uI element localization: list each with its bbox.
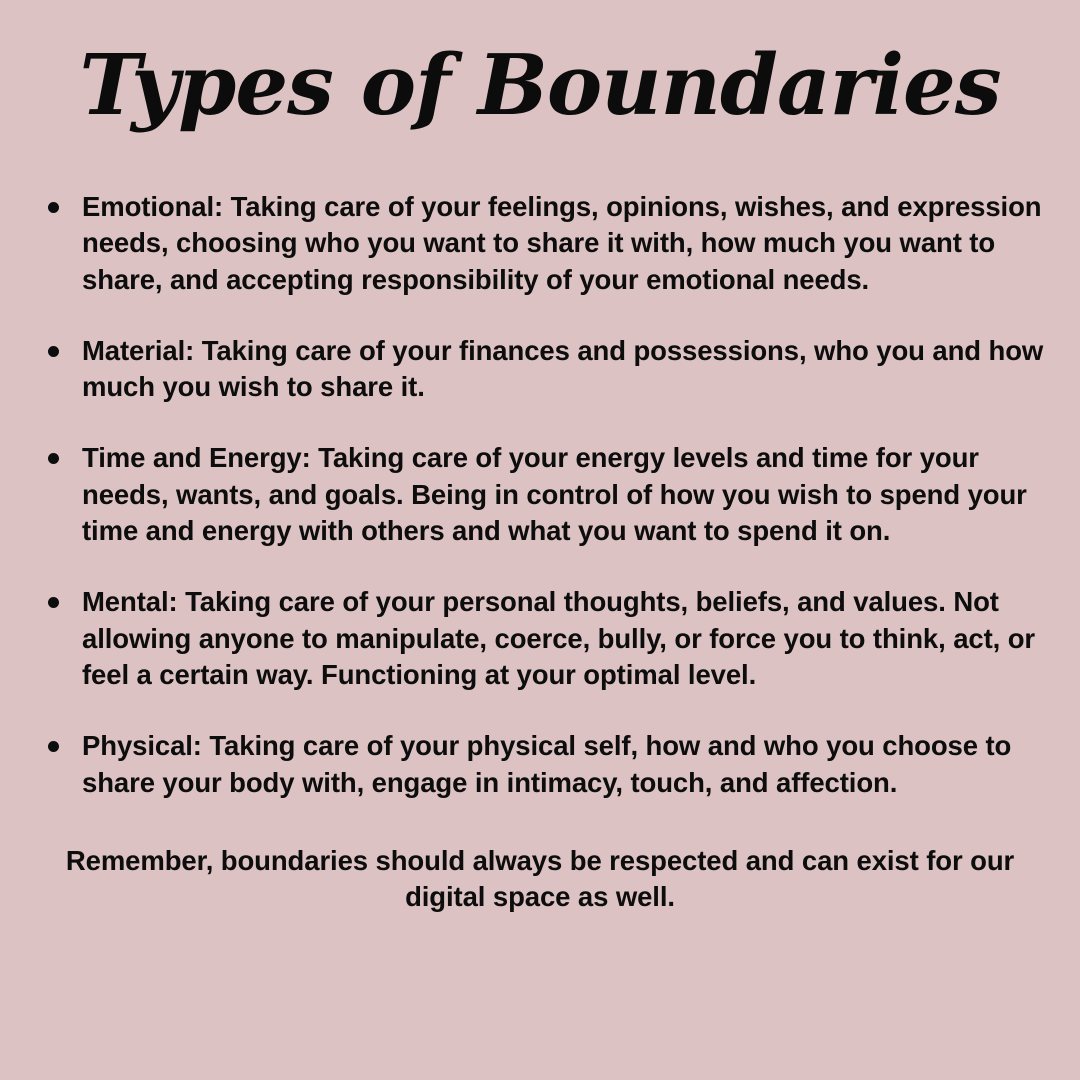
page-title: Types of Boundaries: [79, 36, 1001, 134]
list-item: [34, 189, 1046, 298]
boundary-types-list: [34, 189, 1046, 801]
list-item-text: Material: Taking care of your finances and possessions, who you and how much you wish to share it.: [82, 334, 1044, 403]
list-item-text: Time and Energy: Taking care of your energy levels and time for your needs, wants, and goals. Being in control of how you wish to spend your time and energy with others and what you want to spend it on.: [82, 442, 1027, 547]
list-item: [34, 333, 1046, 406]
list-item-text: Emotional: Taking care of your feelings, opinions, wishes, and expression needs, choosing who you want to share it with, how much you want to share, and accepting responsibility of your emotional needs.: [82, 191, 1042, 295]
bullet-icon: [48, 597, 59, 608]
list-item: [34, 584, 1046, 693]
bullet-icon: [48, 741, 59, 752]
list-item: [34, 440, 1046, 549]
list-item: [34, 728, 1046, 801]
list-item-text: Mental: Taking care of your personal thoughts, beliefs, and values. Not allowing anyone to manipulate, coerce, bully, or force you to think, act, or feel a certain way. Functioning at your optimal level.: [82, 586, 1036, 690]
bullet-icon: [48, 202, 59, 213]
bullet-icon: [48, 346, 59, 357]
bullet-icon: [48, 453, 59, 464]
closing-note: Remember, boundaries should always be respected and can exist for our digital space as well.: [65, 844, 1015, 913]
list-item-text: Physical: Taking care of your physical self, how and who you choose to share your body with, engage in intimacy, touch, and affection.: [82, 730, 1012, 798]
